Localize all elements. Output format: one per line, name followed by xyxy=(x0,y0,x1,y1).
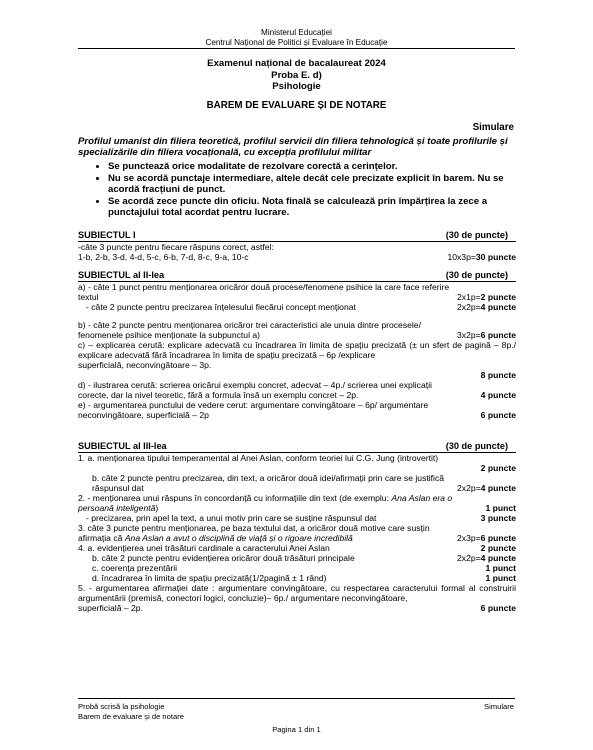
barem-title: BAREM DE EVALUARE ȘI DE NOTARE xyxy=(206,100,387,111)
score-total: 4 puncte xyxy=(480,483,516,493)
proba-title: Proba E. d) xyxy=(271,69,322,81)
score-total: 30 puncte xyxy=(475,252,516,262)
s2-a2-row xyxy=(78,302,516,312)
s2-d-row xyxy=(78,390,516,400)
profile-intro: Profilul umanist din filiera teoretică, profilul servicii din filiera tehnologică și toate profilurile și specializările din filiera vocațională, cu excepția profilului militar xyxy=(78,136,508,158)
rule-item: • Nu se acordă punctaje intermediare, altele decât cele precizate explicit în barem. Nu se acordă fracțiuni de punct. xyxy=(108,173,516,195)
s1-answers: 1-b, 2-b, 3-d, 4-d, 5-c, 6-b, 7-d, 8-c, 9-a, 10-c xyxy=(78,252,249,262)
s3-q3-text: 3. câte 3 puncte pentru menționarea, pe baza textului dat, a oricăror două motive care susțin xyxy=(78,523,430,533)
center-name: Centrul Național de Politici și Evaluare în Educație xyxy=(205,38,388,47)
s2-d-cont: corecte, dar la nivel teoretic, fără a formula însă un exemplu concret – 2p. xyxy=(78,390,359,400)
s3-q2a-example: Ana Aslan era o xyxy=(391,493,453,503)
general-rules-list xyxy=(78,161,516,219)
s3-q4d-score: 1 punct xyxy=(485,573,516,583)
s2-b-score xyxy=(451,330,516,340)
footer-simulare: Simulare xyxy=(484,702,514,711)
s3-q2a-example-cont: persoană inteligentă xyxy=(78,503,156,513)
s3-q4a-row xyxy=(78,543,516,553)
s2-b-cont: fenomenele psihice menționate la subpunctul a) xyxy=(78,330,261,340)
score-total: 6 puncte xyxy=(480,533,516,543)
s3-q3-score xyxy=(451,533,516,543)
rule-item: • Se punctează orice modalitate de rezolvare corectă a cerințelor. xyxy=(108,161,516,172)
section-heading-2 xyxy=(78,270,516,282)
section-title: SUBIECTUL al III-lea xyxy=(78,441,167,451)
page-header xyxy=(0,28,593,48)
s3-q3-cont xyxy=(78,533,451,543)
simulare-label: Simulare xyxy=(472,122,514,133)
s3-q4b-text: b. câte 2 puncte pentru evidențierea oricăror două trăsături principale xyxy=(92,553,355,563)
score-formula: 3x2p= xyxy=(457,330,481,340)
score-total: 4 puncte xyxy=(480,302,516,312)
s3-q2b-row xyxy=(78,513,516,523)
footer-divider xyxy=(78,698,515,699)
s2-a1-score xyxy=(451,292,516,302)
s2-e-row xyxy=(78,410,516,420)
s2-a1-line: a) - câte 1 punct pentru menționarea oricăror două procese/fenomene psihice la care face referire xyxy=(78,282,450,292)
s3-q2a-line xyxy=(78,493,516,503)
s3-q4c-text: c. coerența prezentării xyxy=(92,563,178,573)
s3-q4a-score: 2 puncte xyxy=(480,543,516,553)
score-total: 6 puncte xyxy=(480,330,516,340)
score-formula: 2x2p= xyxy=(457,483,481,493)
s3-q1b-text: b. câte 2 puncte pentru precizarea, din text, a oricăror două idei/afirmații prin care se justifică xyxy=(92,473,445,483)
page-number: Pagina 1 din 1 xyxy=(272,725,321,734)
section-points: (30 de puncte) xyxy=(445,441,508,451)
score-formula: 2x3p= xyxy=(457,533,481,543)
barem-content xyxy=(78,230,516,613)
s3-q1b-score xyxy=(451,483,516,493)
s2-a2-score xyxy=(451,302,516,312)
s2-b1-line: b) - câte 2 puncte pentru menționarea oricăror trei caracteristici ale unuia dintre procesele/ xyxy=(78,320,421,330)
s3-q3-lead: afirmația că xyxy=(78,533,125,543)
score-total: 2 puncte xyxy=(480,292,516,302)
section-heading-1 xyxy=(78,230,516,242)
s3-q1b-cont: răspunsul dat xyxy=(92,483,144,493)
score-total: 4 puncte xyxy=(480,553,516,563)
s3-q4d-row xyxy=(78,573,516,583)
exam-titles xyxy=(0,58,593,93)
s3-q4c-row xyxy=(78,563,516,573)
s3-q1a-text: 1. a. menționarea tipului temperamental al Anei Aslan, conform teoriei lui C.G. Jung (introvertit) xyxy=(78,453,439,463)
section-title: SUBIECTUL I xyxy=(78,230,136,240)
s2-a2-text: - câte 2 puncte pentru precizarea înțelesului fiecărui concept menționat xyxy=(86,302,356,312)
s3-q1a-score: 2 puncte xyxy=(480,463,516,473)
footer-left xyxy=(78,702,184,722)
s2-c1-cont: superficială, neconvingătoare – 3p. xyxy=(78,360,212,370)
s3-q4d-text: d. încadrarea în limita de spațiu precizată(1/2pagină ± 1 rând) xyxy=(92,573,327,583)
s2-a1-row xyxy=(78,292,516,302)
s3-q4b-score xyxy=(451,553,516,563)
s1-instruction: -câte 3 puncte pentru fiecare răspuns corect, astfel: xyxy=(78,242,274,252)
footer-doc-type: Barem de evaluare și de notare xyxy=(78,712,184,721)
subject-title: Psihologie xyxy=(272,81,321,92)
s3-q2b-text: - precizarea, prin apel la text, a unui motiv prin care se susține răspunsul dat xyxy=(86,513,377,523)
s1-score xyxy=(441,252,516,262)
s2-c1-text: c) – explicarea cerută: explicare adecvată cu încadrarea în limita de spațiu precizată (± un sfert de pagină – 8p./ explicare adecvată fără încadrarea în limita de spațiu precizată – 6p /explicare xyxy=(78,340,516,360)
s3-q5-cont: superficială – 2p. xyxy=(78,603,143,613)
s3-q5-row xyxy=(78,603,516,613)
score-formula: 2x2p= xyxy=(457,553,481,563)
s2-a1-cont: textul xyxy=(78,292,99,302)
s2-d-score: 4 puncte xyxy=(480,390,516,400)
s3-q4a-text: 4. a. evidențierea unei trăsături cardinale a caracterului Anei Aslan xyxy=(78,543,330,553)
section-points: (30 de puncte) xyxy=(445,270,508,280)
s3-q4c-score: 1 punct xyxy=(485,563,516,573)
rule-item: • Se acordă zece puncte din oficiu. Nota finală se calculează prin împărțirea la zece a punctajului total acordat pentru lucrare. xyxy=(108,196,516,218)
s2-e1-line: e) - argumentarea punctului de vedere cerut: argumentare convingătoare – 6p/ argumentare xyxy=(78,400,429,410)
score-formula: 10x3p= xyxy=(447,252,476,262)
s3-q3-quote: Ana Aslan a avut o disciplină de viață și o rigoare incredibilă xyxy=(124,533,353,543)
section-heading-3 xyxy=(78,441,516,453)
section-points: (30 de puncte) xyxy=(445,230,508,240)
s3-q5-text: 5. - argumentarea afirmației date : argumentare convingătoare, cu respectarea caracterului formal al construirii argumentării (premisă, conectori logici, concluzie)– 6p./ argumentare neconvingătoare, xyxy=(78,583,516,603)
s3-q3-row xyxy=(78,533,516,543)
ministry-name: Ministerul Educației xyxy=(261,28,332,37)
footer-exam-name: Probă scrisă la psihologie xyxy=(78,702,165,711)
score-formula: 2x2p= xyxy=(457,302,481,312)
s3-q1b-row xyxy=(78,483,516,493)
s2-d1-line: d) - ilustrarea cerută: scrierea oricărui exemplu concret, adecvat – 4p./ scrierea unei explicații xyxy=(78,380,432,390)
s2-c-score: 8 puncte xyxy=(480,370,516,380)
s3-q5-score: 6 puncte xyxy=(480,603,516,613)
header-divider xyxy=(78,48,515,49)
exam-title: Examenul național de bacalaureat 2024 xyxy=(207,58,386,69)
s3-q2b-score: 3 puncte xyxy=(480,513,516,523)
s3-q2a-score: 1 punct xyxy=(485,503,516,513)
score-formula: 2x1p= xyxy=(457,292,481,302)
s3-q2a-row xyxy=(78,503,516,513)
s2-e-score: 6 puncte xyxy=(480,410,516,420)
section-title: SUBIECTUL al II-lea xyxy=(78,270,165,280)
s3-q2a-cont xyxy=(78,503,479,513)
s1-answers-row xyxy=(78,252,516,262)
s2-e-cont: neconvingătoare, superficială – 2p xyxy=(78,410,209,420)
s3-q4b-row xyxy=(78,553,516,563)
s3-q2a-close: ) xyxy=(155,503,159,513)
s3-q2a-text: 2. - menționarea unui răspuns în concordanță cu informațiile din text (de exemplu: xyxy=(78,493,392,503)
s2-b-row xyxy=(78,330,516,340)
